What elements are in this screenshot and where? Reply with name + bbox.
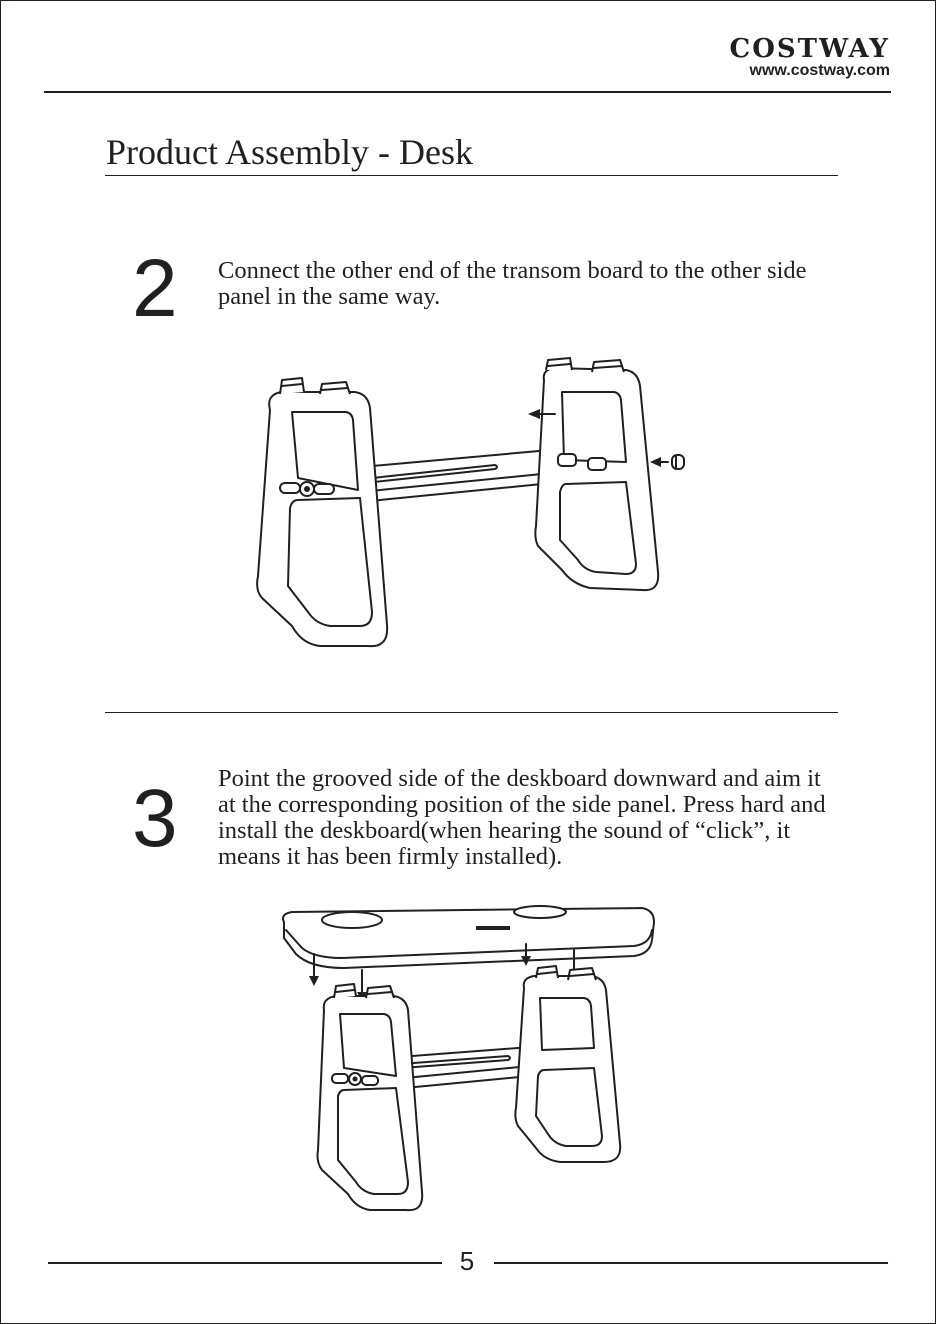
header-divider xyxy=(44,91,891,93)
footer-rule-left xyxy=(48,1262,442,1264)
left-side-panel xyxy=(318,984,423,1210)
title-underline xyxy=(105,175,838,176)
footer-rule-right xyxy=(494,1262,888,1264)
right-side-panel xyxy=(515,966,620,1162)
costway-logo: COSTWAY xyxy=(729,34,890,64)
right-side-panel xyxy=(535,358,658,590)
brand-block xyxy=(730,36,890,80)
page-number: 5 xyxy=(459,1246,475,1276)
step-instruction: Connect the other end of the transom board to the other side panel in the same way. xyxy=(218,257,807,310)
step-instruction: Point the grooved side of the deskboard downward and aim it at the corresponding position of the side panel. Press hard and install the deskboard(when hearing the sound of “click”, it means it has been firmly installed). xyxy=(218,765,826,870)
step-number: 3 xyxy=(132,773,178,864)
section-divider xyxy=(105,712,838,713)
step-number: 2 xyxy=(132,243,178,334)
step-3-illustration xyxy=(270,900,670,1220)
page-title: Product Assembly - Desk xyxy=(106,132,473,172)
step-2-illustration xyxy=(250,350,700,650)
cam-screw xyxy=(672,455,684,469)
brand-url: www.costway.com xyxy=(749,62,890,79)
deskboard xyxy=(283,906,654,968)
left-side-panel xyxy=(257,378,387,646)
